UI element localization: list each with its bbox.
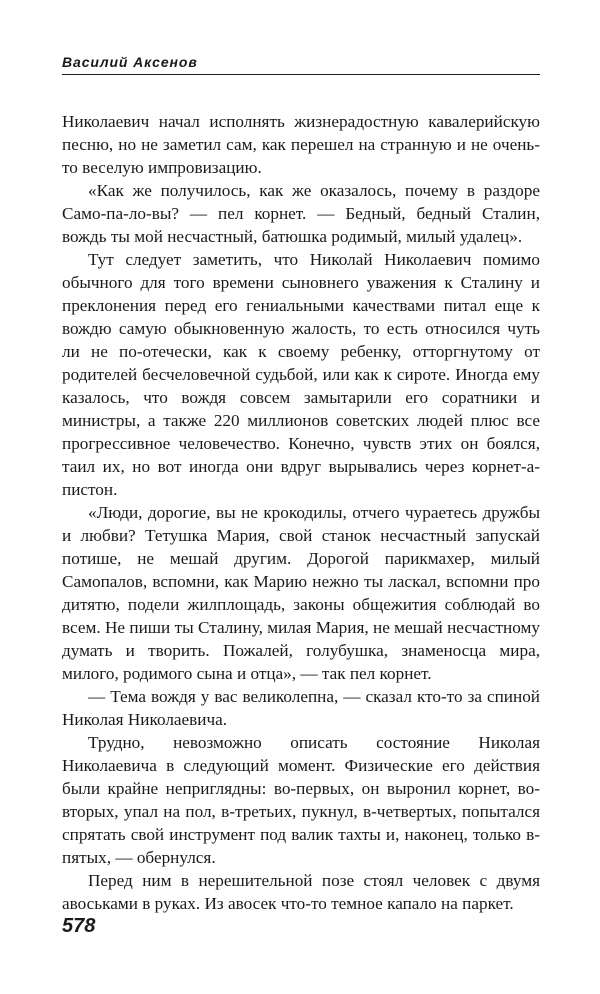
page-number: 578 [62, 915, 96, 937]
paragraph: — Тема вождя у вас великолепна, — сказал кто-то за спиной Николая Николаевича. [62, 687, 540, 729]
paragraph: «Как же получилось, как же оказалось, почему в раздоре Само-па-ло-вы? — пел корнет. — Бедный, бедный Сталин, вождь ты мой несчастный, батюшка родимый, милый удалец». [62, 181, 540, 246]
paragraph: Николаевич начал исполнять жизнерадостную кавалерийскую песню, но не заметил сам, как перешел на странную и не очень-то веселую импровизацию. [62, 112, 540, 177]
body-text [62, 110, 540, 915]
paragraph: Трудно, невозможно описать состояние Николая Николаевича в следующий момент. Физические его действия были крайне неприглядны: во-первых, он выронил корнет, во-вторых, упал на пол, в-третьих, пукнул, в-четвертых, попытался спрятать свой инструмент под валик тахты и, наконец, только в-пятых, — обернулся. [62, 733, 540, 867]
paragraph: Перед ним в нерешительной позе стоял человек с двумя авоськами в руках. Из авосек что-то темное капало на паркет. [62, 871, 540, 913]
running-head-author: Василий Аксенов [62, 54, 198, 70]
paragraph: «Люди, дорогие, вы не крокодилы, отчего чураетесь дружбы и любви? Тетушка Мария, свой станок несчастный запускай потише, не мешай другим. Дорогой парикмахер, милый Самопалов, вспомни, как Марию нежно ты ласкал, вспомни про дитятю, подели жилплощадь, законы общежития соблюдай во всем. Не пиши ты Сталину, милая Мария, не мешай несчастному думать и творить. Пожалей, голубушка, знаменосца мира, милого, родимого сына и отца», — так пел корнет. [62, 503, 540, 683]
running-head [62, 50, 540, 75]
paragraph: Тут следует заметить, что Николай Николаевич помимо обычного для того времени сыновнего уважения к Сталину и преклонения перед его гениальными качествами питал еще к вождю самую обыкновенную жалость, то есть относился чуть ли не по-отечески, как к своему ребенку, отторгнутому от родителей бесчеловечной судьбой, или как к сироте. Иногда ему казалось, что вождя совсем замытарили его соратники и министры, а также 220 миллионов советских людей плюс все прогрессивное человечество. Конечно, чувств этих он боялся, таил их, но вот иногда они вдруг вырывались через корнет-а-пистон. [62, 250, 540, 499]
